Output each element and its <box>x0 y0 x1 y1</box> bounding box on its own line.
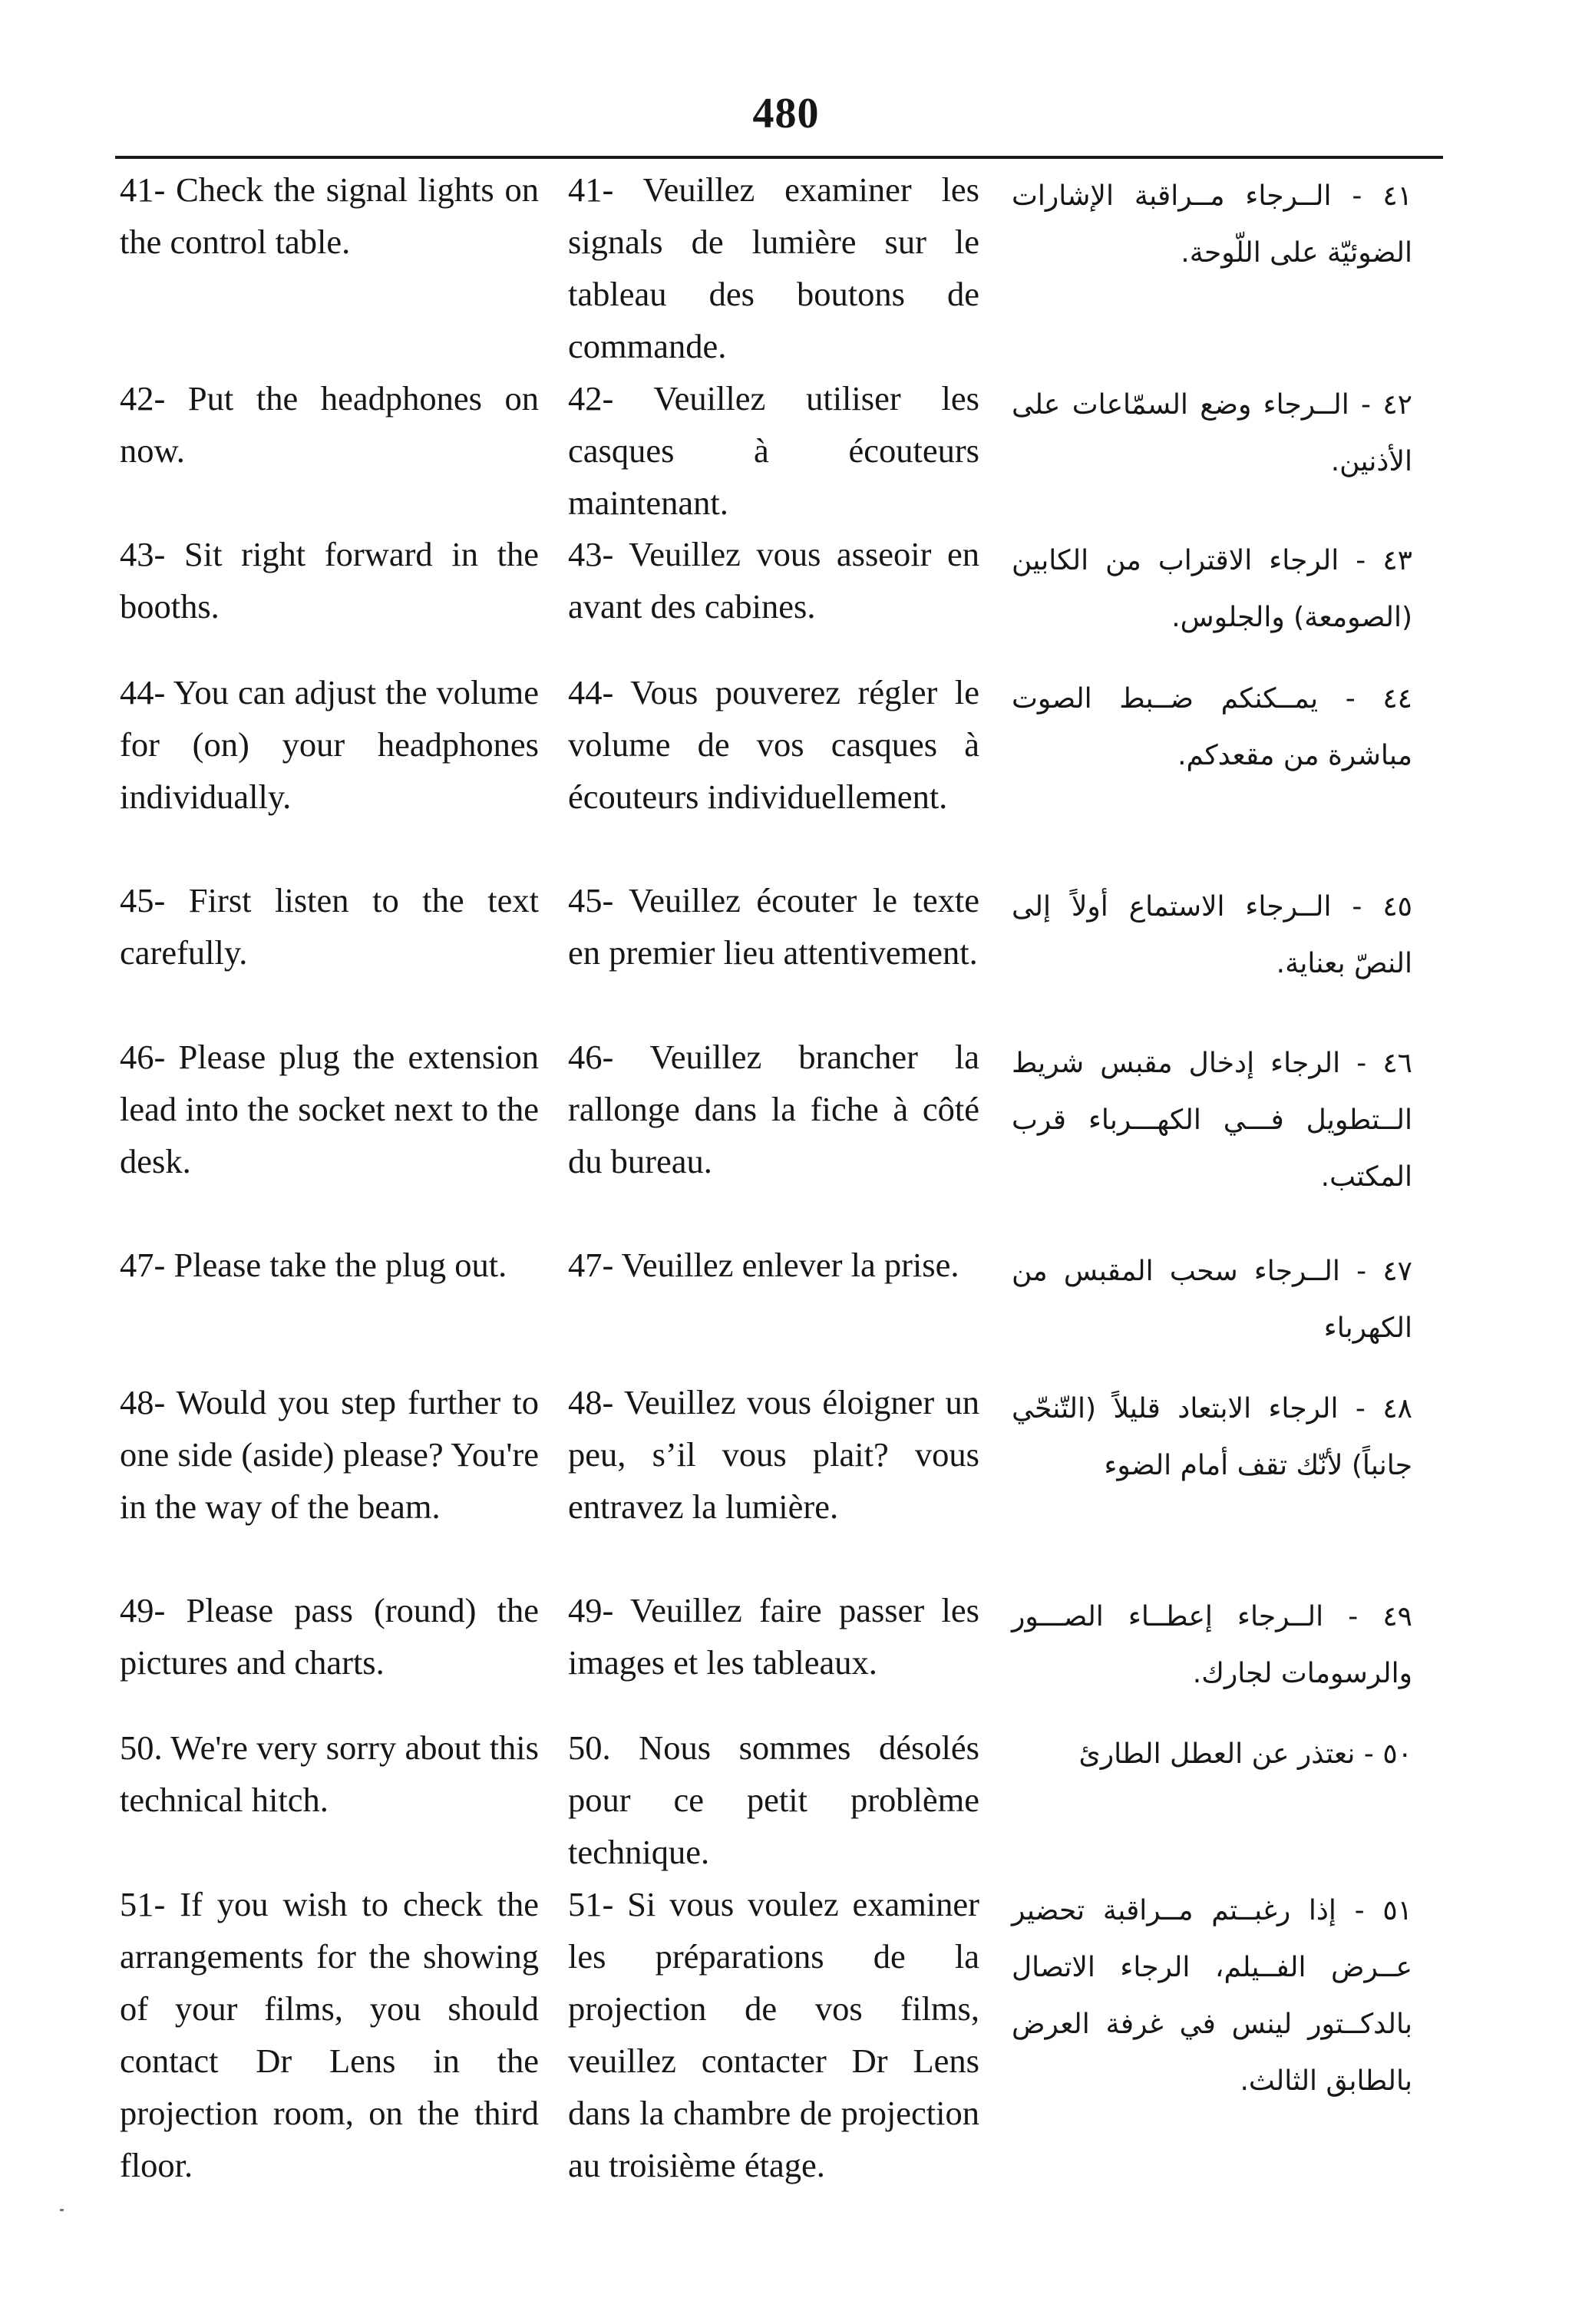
entry-arabic: ٤١ - الــرجاء مــراقبة الإشارات الضوئيّة على اللّوحة. <box>1012 180 1412 269</box>
entry-french: 46- Veuillez brancher la rallonge dans la fiche à côté du bureau. <box>568 1038 979 1180</box>
entry-french: 44- Vous pouverez régler le volume de vos casques à écouteurs individuellement. <box>568 673 979 816</box>
entry-arabic: ٥١ - إذا رغبــتم مــراقبة تحضير عــرض الفــيلم، الرجاء الاتصال بالدكــتور لينس في غرفة العرض بالطابق الثالث. <box>1012 1895 1412 2097</box>
entry-english: 51- If you wish to check the arrangements for the showing of your films, you should contact Dr Lens in the projection room, on the third floor. <box>120 1885 539 2184</box>
entry-arabic: ٤٢ - الــرجاء وضع السمّاعات على الأذنين. <box>1012 389 1412 477</box>
entry-french: 41- Veuillez examiner les signals de lumière sur le tableau des boutons de commande. <box>568 170 979 365</box>
entry-arabic: ٤٦ - الرجاء إدخال مقبس شريط الــتطويل فـــي الكهـــرباء قرب المكتب. <box>1012 1048 1412 1193</box>
entry-french: 49- Veuillez faire passer les images et les tableaux. <box>568 1591 979 1682</box>
entry-french: 48- Veuillez vous éloigner un peu, s’il vous plait? vous entravez la lumière. <box>568 1383 979 1526</box>
entry-french: 50. Nous sommes désolés pour ce petit problème technique. <box>568 1728 979 1871</box>
entry-arabic: ٥٠ - نعتذر عن العطل الطارئ <box>1078 1738 1412 1770</box>
entry-french: 47- Veuillez enlever la prise. <box>568 1246 959 1284</box>
entry-arabic: ٤٨ - الرجاء الابتعاد قليلاً (التّنحّي جانباً) لأنّك تقف أمام الضوء <box>1012 1393 1412 1481</box>
entry-english: 47- Please take the plug out. <box>120 1246 507 1284</box>
page-number: 480 <box>752 90 820 137</box>
entry-french: 42- Veuillez utiliser les casques à écouteurs maintenant. <box>568 379 979 522</box>
entry-arabic: ٤٤ - يمــكنكم ضــبط الصوت مباشرة من مقعدكم. <box>1012 683 1412 771</box>
entry-french: 51- Si vous voulez examiner les préparations de la projection de vos films, veuillez contacter Dr Lens dans la chambre de projection au troisième étage. <box>568 1885 979 2184</box>
entry-english: 50. We're very sorry about this technical hitch. <box>120 1728 539 1819</box>
entry-english: 44- You can adjust the volume for (on) your headphones individually. <box>120 673 539 816</box>
entry-arabic: ٤٩ - الــرجاء إعطــاء الصـــور والرسومات لجارك. <box>1012 1601 1412 1689</box>
entry-arabic: ٤٣ - الرجاء الاقتراب من الكابين (الصومعة) والجلوس. <box>1012 545 1412 633</box>
entry-french: 45- Veuillez écouter le texte en premier lieu attentivement. <box>568 881 979 972</box>
entry-english: 43- Sit right forward in the booths. <box>120 535 539 626</box>
entry-arabic: ٤٥ - الــرجاء الاستماع أولاً إلى النصّ بعناية. <box>1012 891 1412 979</box>
entry-english: 48- Would you step further to one side (aside) please? You're in the way of the beam. <box>120 1383 539 1526</box>
entry-arabic: ٤٧ - الــرجاء سحب المقبس من الكهرباء <box>1012 1256 1412 1344</box>
entry-english: 42- Put the headphones on now. <box>120 379 539 470</box>
scan-speck <box>60 2209 64 2211</box>
entry-english: 41- Check the signal lights on the control table. <box>120 170 539 261</box>
entry-english: 45- First listen to the text carefully. <box>120 881 539 972</box>
entry-english: 49- Please pass (round) the pictures and charts. <box>120 1591 539 1682</box>
entry-french: 43- Veuillez vous asseoir en avant des cabines. <box>568 535 979 626</box>
entry-english: 46- Please plug the extension lead into the socket next to the desk. <box>120 1038 539 1180</box>
